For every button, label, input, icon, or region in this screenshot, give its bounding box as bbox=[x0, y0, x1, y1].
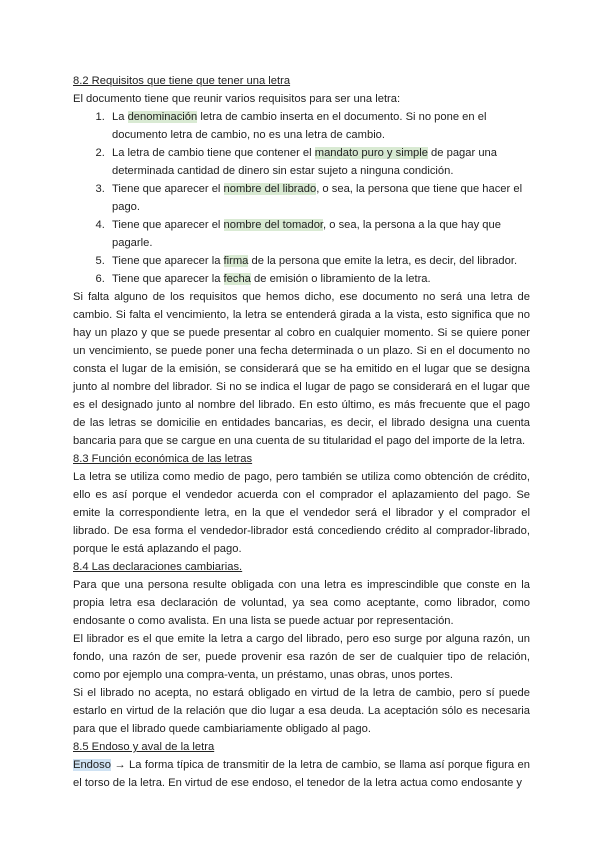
section-8-3-heading: 8.3 Función económica de las letras bbox=[73, 453, 253, 465]
section-8-4-paragraph-3: Si el librado no acepta, no estará obligado en virtud de la letra de cambio, pero sí puede estarlo en virtud de la relación que dio lugar a esa deuda. La aceptación sólo es necesaria para que el librado quede cambiariamente obligado al pago. bbox=[73, 687, 530, 735]
section-8-4-paragraph-2: El librador es el que emite la letra a cargo del librado, pero eso surge por alguna razón, un fondo, una razón de ser, puede provenir esa razón de ser de cualquier tipo de relación, como por ejemplo una compra-venta, un préstamo, unas obras, unos portes. bbox=[73, 633, 530, 681]
list-item: 4. Tiene que aparecer el nombre del tomador, o sea, la persona a la que hay que pagarle. bbox=[108, 216, 530, 252]
list-item: 3. Tiene que aparecer el nombre del librado, o sea, la persona que tiene que hacer el pago. bbox=[108, 180, 530, 216]
section-8-4-paragraph-1: Para que una persona resulte obligada con una letra es imprescindible que conste en la propia letra esa declaración de voluntad, ya sea como aceptante, como librador, como endosante o como avalista. En una lista se puede actuar por representación. bbox=[73, 579, 530, 627]
list-item: 5. Tiene que aparecer la firma de la persona que emite la letra, es decir, del librador. bbox=[108, 252, 530, 270]
section-8-5-heading: 8.5 Endoso y aval de la letra bbox=[73, 741, 215, 753]
endoso-term: Endoso bbox=[73, 759, 111, 771]
arrow-icon: → bbox=[114, 759, 126, 771]
highlight: denominación bbox=[127, 111, 198, 123]
list-item: 2. La letra de cambio tiene que contener el mandato puro y simple de pagar una determinada cantidad de dinero sin estar sujeto a ninguna condición. bbox=[108, 144, 530, 180]
section-8-2-heading: 8.2 Requisitos que tiene que tener una letra bbox=[73, 75, 291, 87]
list-item: 6. Tiene que aparecer la fecha de emisión o libramiento de la letra. bbox=[108, 270, 530, 288]
highlight: fecha bbox=[223, 273, 251, 285]
section-8-3-paragraph: La letra se utiliza como medio de pago, pero también se utiliza como obtención de crédito, ello es así porque el vendedor acuerda con el comprador el aplazamiento del pago. Se emite la correspondiente letra, en la que el vendedor será el librador y el comprador el librado. De esa forma el vendedor-librador está concediendo crédito al comprador-librado, porque le está aplazando el pago. bbox=[73, 471, 530, 555]
requirements-list bbox=[73, 108, 530, 288]
list-item: 1. La denominación letra de cambio inserta en el documento. Si no pone en el documento letra de cambio, no es una letra de cambio. bbox=[108, 108, 530, 144]
highlight: mandato puro y simple bbox=[314, 147, 428, 159]
highlight: firma bbox=[223, 255, 249, 267]
section-8-2-paragraph: Si falta alguno de los requisitos que hemos dicho, ese documento no será una letra de cambio. Si falta el vencimiento, la letra se entenderá girada a la vista, esto significa que no hay un plazo y que se puede presentar al cobro en cualquier momento. Si se quiere poner un vencimiento, se puede poner una fecha determinada o un plazo. Si en el documento no consta el lugar de la emisión, se considerará que se ha emitido en el lugar que se designa junto al nombre del librador. Si no se indica el lugar de pago se considerará en el lugar que es el designado junto al nombre del librado. En esto último, es más frecuente que el pago de las letras se domicilie en entidades bancarias, es decir, el librado designa una cuenta bancaria para que se cargue en una cuenta de su titularidad el pago del importe de la letra. bbox=[73, 291, 530, 447]
section-8-2-intro: El documento tiene que reunir varios requisitos para ser una letra: bbox=[73, 93, 401, 105]
section-8-5-paragraph: Endoso → La forma típica de transmitir de la letra de cambio, se llama así porque figura en el torso de la letra. En virtud de ese endoso, el tenedor de la letra actua como endosante y bbox=[73, 759, 530, 789]
highlight: nombre del tomador bbox=[223, 219, 324, 231]
section-8-4-heading: 8.4 Las declaraciones cambiarias. bbox=[73, 561, 243, 573]
highlight: nombre del librado bbox=[223, 183, 317, 195]
